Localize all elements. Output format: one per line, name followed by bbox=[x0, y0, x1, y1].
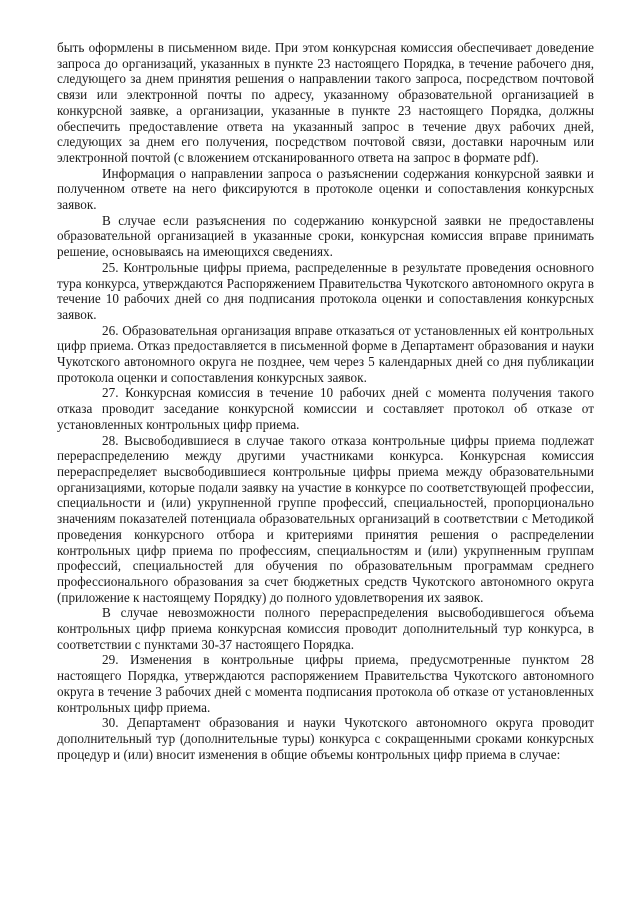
document-page bbox=[57, 40, 594, 762]
paragraph-item-26: 26. Образовательная организация вправе отказаться от установленных ей контрольных цифр приема. Отказ предоставляется в письменной форме в Департамент образования и науки Чукотского автономного округа не позднее, чем через 5 календарных дней со дня публикации протокола оценки и сопоставления конкурсных заявок. bbox=[57, 322, 594, 385]
paragraph-info-request: Информация о направлении запроса о разъяснении содержания конкурсной заявки и полученном ответе на него фиксируются в протоколе оценки и сопоставления конкурсных заявок. bbox=[57, 165, 594, 213]
paragraph-item-25: 25. Контрольные цифры приема, распределенные в результате проведения основного тура конкурса, утверждаются Распоряжением Правительства Чукотского автономного округа в течение 10 рабочих дней со дня подписания протокола оценки и сопоставления конкурсных заявок. bbox=[57, 259, 594, 322]
paragraph-redistribution: В случае невозможности полного перераспределения высвободившегося объема контрольных цифр приема конкурсная комиссия проводит дополнительный тур конкурса, в соответствии с пунктами 30-37 настоящего Порядка. bbox=[57, 605, 594, 652]
paragraph-continuation: быть оформлены в письменном виде. При этом конкурсная комиссия обеспечивает доведение запроса до организаций, указанных в пункте 23 настоящего Порядка, в течение рабочего дня, следующего за днем принятия решения о направлении такого запроса, посредством почтовой связи или электронной почты по адресу, указанному образовательной организацией в конкурсной заявке, а организации, указанные в пункте 23 настоящего Порядка, должны обеспечить предоставление ответа на указанный запрос в течение двух рабочих дней, следующих за днем его получения, посредством почтовой связи, доставки нарочным или электронной почтой (с вложением отсканированного ответа на запрос в формате pdf). bbox=[57, 40, 594, 165]
paragraph-no-clarification: В случае если разъяснения по содержанию конкурсной заявки не предоставлены образовательной организацией в указанные сроки, конкурсная комиссия вправе принимать решение, основываясь на имеющихся сведениях. bbox=[57, 212, 594, 260]
paragraph-item-30: 30. Департамент образования и науки Чукотского автономного округа проводит дополнительный тур (дополнительные туры) конкурса с сокращенными сроками конкурсных процедур и (или) вносит изменения в общие объемы контрольных цифр приема в случае: bbox=[57, 715, 594, 762]
paragraph-item-27: 27. Конкурсная комиссия в течение 10 рабочих дней с момента получения такого отказа проводит заседание конкурсной комиссии и составляет протокол об отказе от установленных контрольных цифр приема. bbox=[57, 385, 594, 432]
paragraph-item-28: 28. Высвободившиеся в случае такого отказа контрольные цифры приема подлежат перераспределению между другими участниками конкурса. Конкурсная комиссия перераспределяет высвободившиеся контрольные цифры приема между образовательными организациями, которые подали заявку на участие в конкурсе по соответствующей профессии, специальности и (или) укрупненной группе профессий, специальностей, пропорционально значениям показателей потенциала образовательных организаций в соответствии с Методикой проведения конкурсного отбора и критериями принятия решения о распределении контрольных цифр приема по профессиям, специальностям и (или) укрупненным группам профессий, специальностей для обучения по образовательным программам среднего профессионального образования за счет бюджетных средств Чукотского автономного округа (приложение к настоящему Порядку) до полного удовлетворения их заявок. bbox=[57, 432, 594, 605]
paragraph-item-29: 29. Изменения в контрольные цифры приема, предусмотренные пунктом 28 настоящего Порядка, утверждаются распоряжением Правительства Чукотского автономного округа в течение 3 рабочих дней с момента подписания протокола об отказе от установленных контрольных цифр приема. bbox=[57, 652, 594, 715]
